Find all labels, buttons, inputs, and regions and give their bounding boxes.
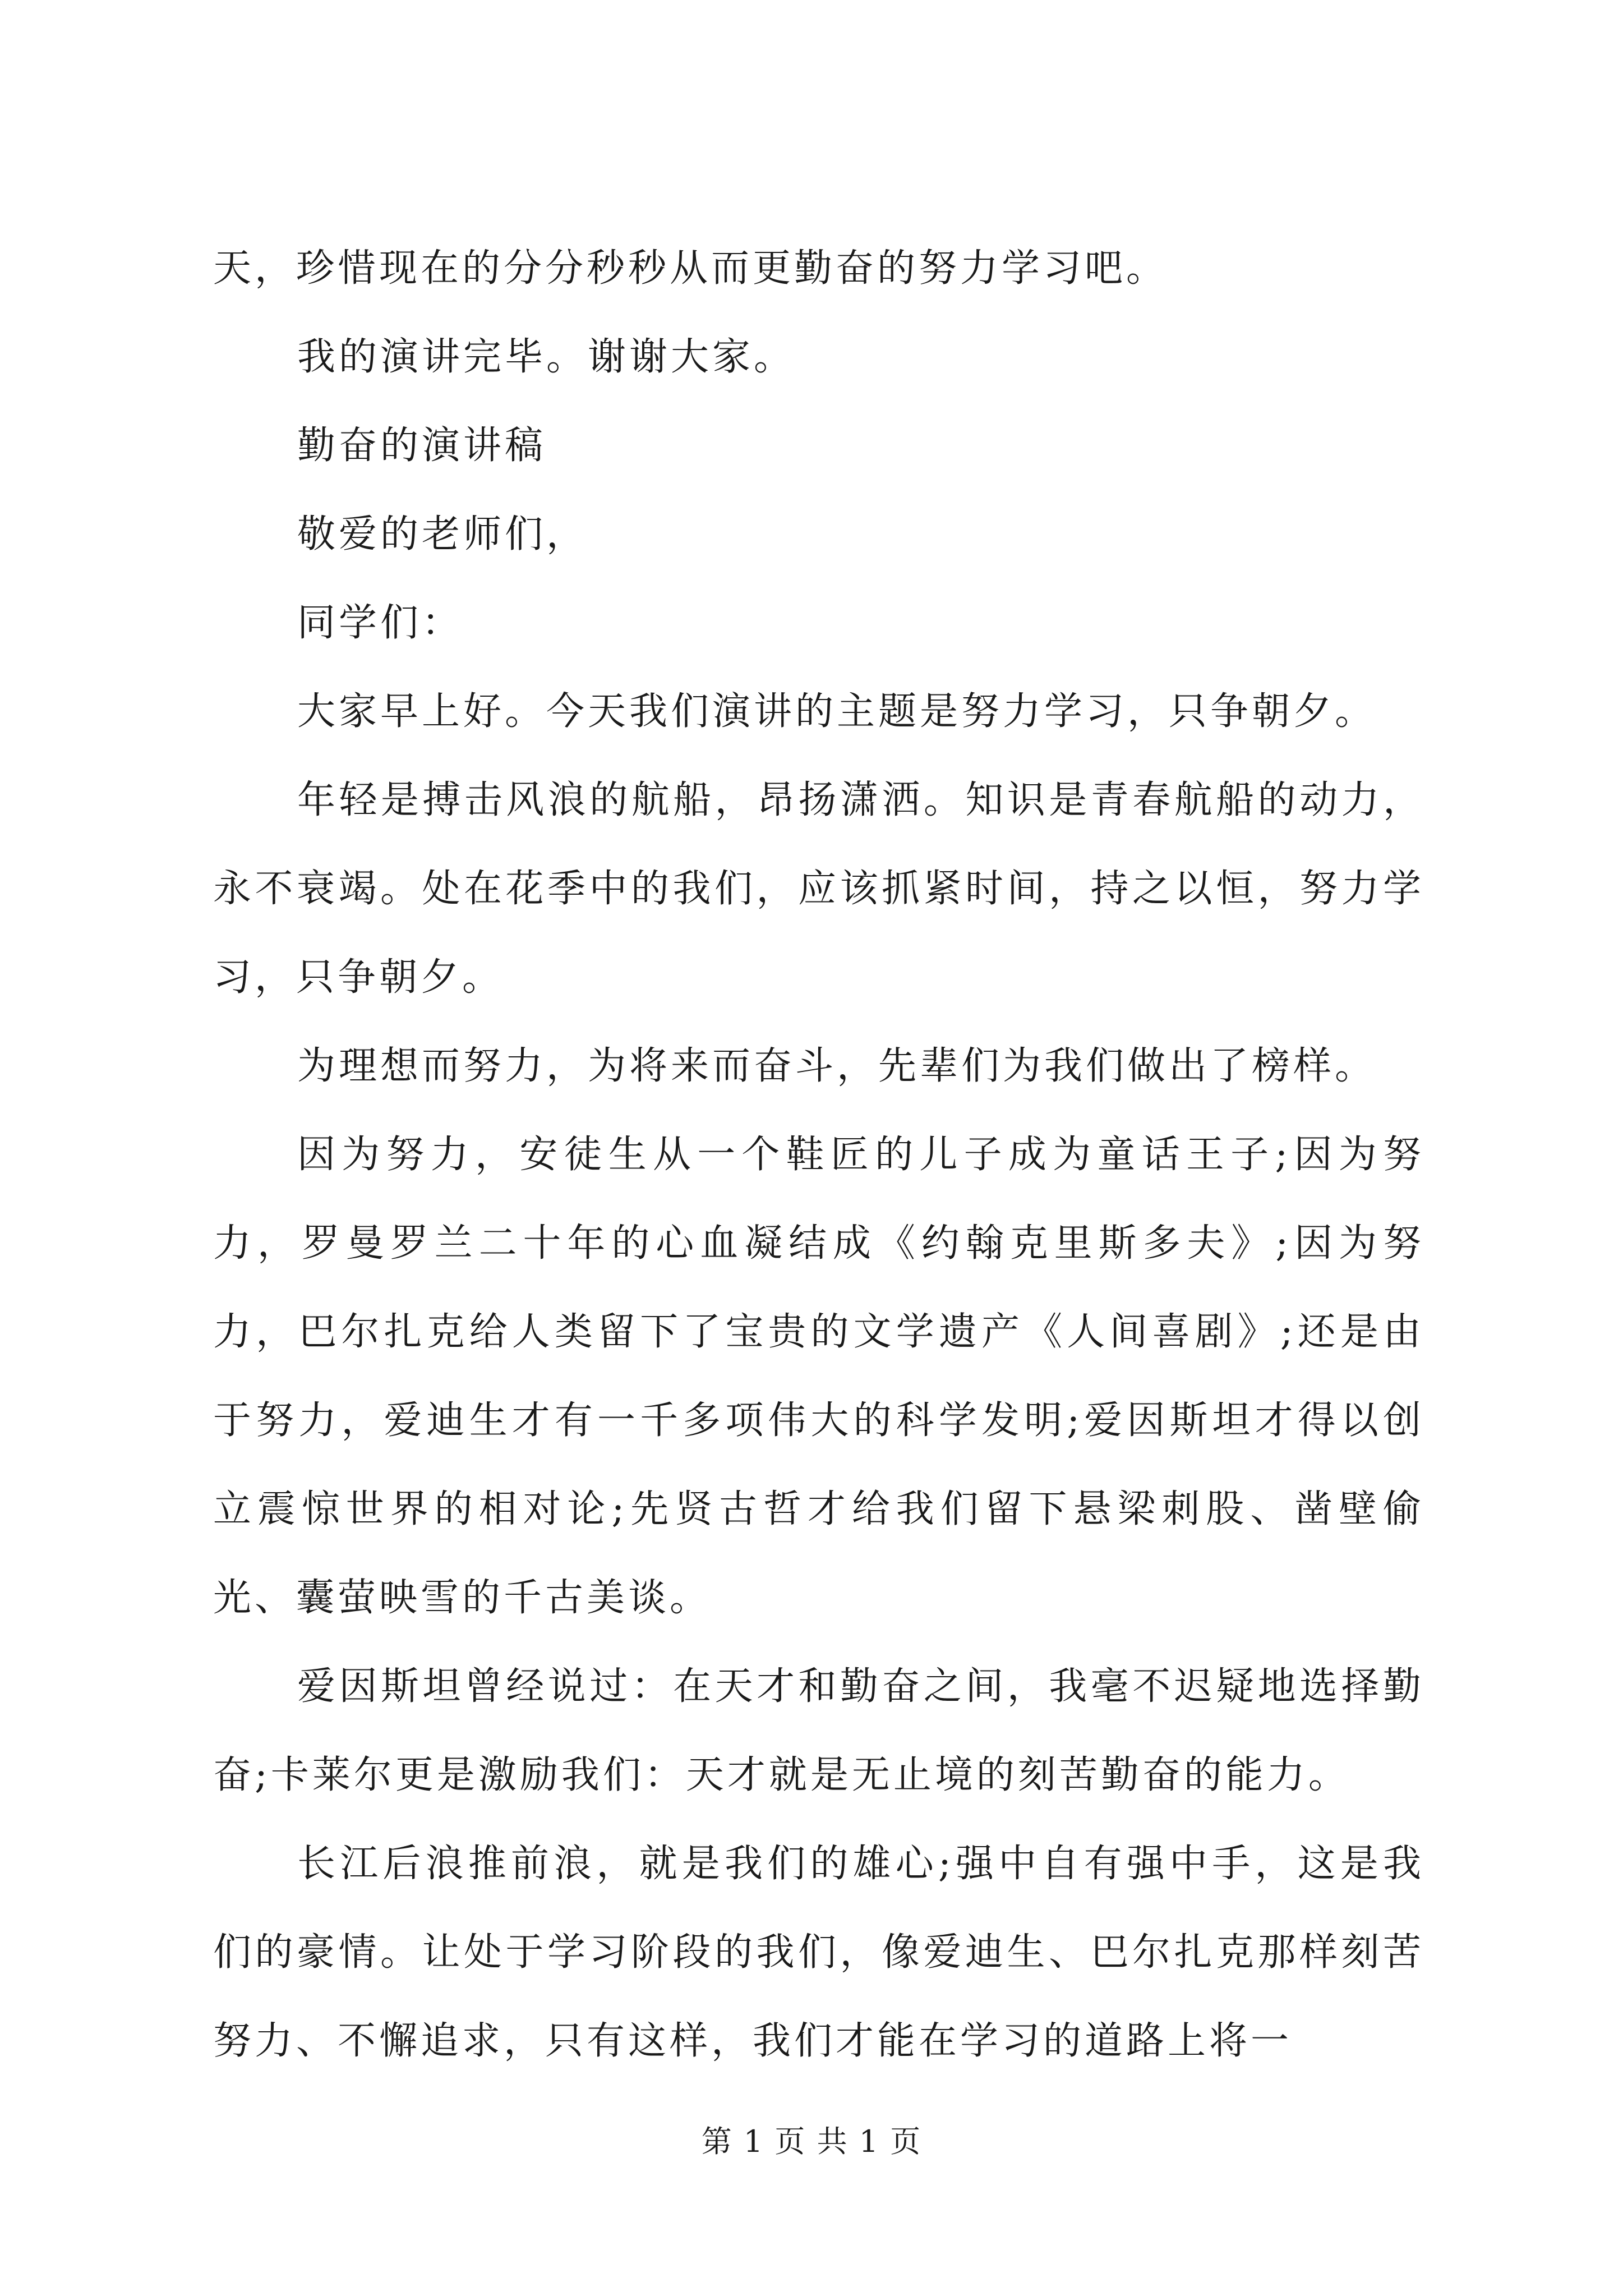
document-body: [213, 224, 1424, 2086]
paragraph-closing: 我的演讲完毕。谢谢大家。: [297, 335, 796, 379]
salutation-teachers: 敬爱的老师们，: [297, 512, 588, 556]
speech-title: 勤奋的演讲稿: [297, 424, 547, 468]
paragraph-ideals: 为理想而努力，为将来而奋斗，先辈们为我们做出了榜样。: [297, 1044, 1377, 1088]
paragraph-greeting: 大家早上好。今天我们演讲的主题是努力学习，只争朝夕。: [297, 689, 1377, 734]
paragraph-examples: 因为努力，安徒生从一个鞋匠的儿子成为童话王子;因为努力，罗曼罗兰二十年的心血凝结成《约翰克里斯多夫》;因为努力，巴尔扎克给人类留下了宝贵的文学遗产《人间喜剧》;还是由于努力，爱迪生才有一千多项伟大的科学发明;爱因斯坦才得以创立震惊世界的相对论;先贤古哲才给我们留下悬梁刺股、凿壁偷光、囊萤映雪的千古美谈。: [213, 1133, 1424, 1620]
paragraph-youth: 年轻是搏击风浪的航船，昂扬潇洒。知识是青春航船的动力，永不衰竭。处在花季中的我们，应该抓紧时间，持之以恒，努力学习，只争朝夕。: [213, 778, 1424, 1000]
paragraph-continuation: 天，珍惜现在的分分秒秒从而更勤奋的努力学习吧。: [213, 246, 1168, 291]
paragraph-ambition: 长江后浪推前浪，就是我们的雄心;强中自有强中手，这是我们的豪情。让处于学习阶段的我们，像爱迪生、巴尔扎克那样刻苦努力、不懈追求，只有这样，我们才能在学习的道路上将一: [213, 1842, 1424, 2063]
paragraph-quotes: 爱因斯坦曾经说过：在天才和勤奋之间，我毫不迟疑地选择勤奋;卡莱尔更是激励我们：天才就是无止境的刻苦勤奋的能力。: [213, 1664, 1424, 1797]
page-footer: 第 1 页 共 1 页: [701, 2124, 922, 2159]
salutation-students: 同学们：: [297, 601, 464, 645]
